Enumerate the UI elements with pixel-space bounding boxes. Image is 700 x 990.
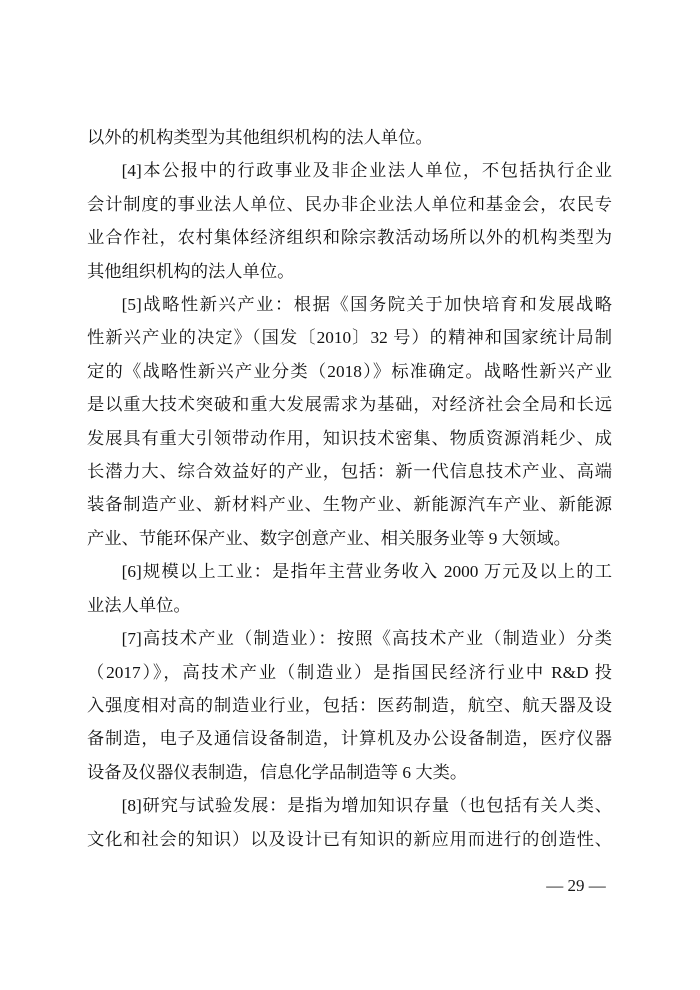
text-line: 发展具有重大引领带动作用，知识技术密集、物质资源消耗少、成 — [87, 428, 612, 448]
text-line: 装备制造产业、新材料产业、生物产业、新能源汽车产业、新能源 — [87, 495, 612, 515]
text-line: 备制造，电子及通信设备制造，计算机及办公设备制造，医疗仪器 — [87, 729, 612, 749]
text-line: 产业、节能环保产业、数字创意产业、相关服务业等 9 大领域。 — [87, 528, 571, 548]
text-line: 长潜力大、综合效益好的产业，包括：新一代信息技术产业、高端 — [87, 462, 612, 482]
text-line: [6]规模以上工业：是指年主营业务收入 2000 万元及以上的工 — [121, 562, 612, 582]
text-line: 性新兴产业的决定》（国发〔2010〕32 号）的精神和国家统计局制 — [87, 328, 612, 348]
text-line: 业合作社，农村集体经济组织和除宗教活动场所以外的机构类型为 — [87, 228, 612, 248]
text-line: 设备及仪器仪表制造，信息化学品制造等 6 大类。 — [87, 762, 468, 782]
text-line: 文化和社会的知识）以及设计已有知识的新应用而进行的创造性、 — [87, 829, 612, 849]
text-line: 入强度相对高的制造业行业，包括：医药制造，航空、航天器及设 — [87, 695, 612, 715]
text-line: [5]战略性新兴产业：根据《国务院关于加快培育和发展战略 — [121, 295, 612, 315]
text-line: [8]研究与试验发展：是指为增加知识存量（也包括有关人类、 — [121, 796, 612, 816]
text-line: 其他组织机构的法人单位。 — [87, 261, 295, 281]
text-line: 是以重大技术突破和重大发展需求为基础，对经济社会全局和长远 — [87, 395, 612, 415]
text-line: 定的《战略性新兴产业分类（2018）》标准确定。战略性新兴产业 — [87, 361, 612, 381]
text-line: 以外的机构类型为其他组织机构的法人单位。 — [87, 128, 433, 147]
text-line: （2017）》，高技术产业（制造业）是指国民经济行业中 R&D 投 — [87, 662, 612, 682]
text-line: 业法人单位。 — [87, 595, 191, 615]
text-line: [7]高技术产业（制造业）：按照《高技术产业（制造业）分类 — [121, 629, 612, 649]
text-line: 会计制度的事业法人单位、民办非企业法人单位和基金会，农民专 — [87, 194, 612, 214]
page-number: — 29 — — [546, 876, 606, 895]
body-text — [87, 121, 612, 856]
text-line: [4]本公报中的行政事业及非企业法人单位，不包括执行企业 — [121, 161, 612, 181]
